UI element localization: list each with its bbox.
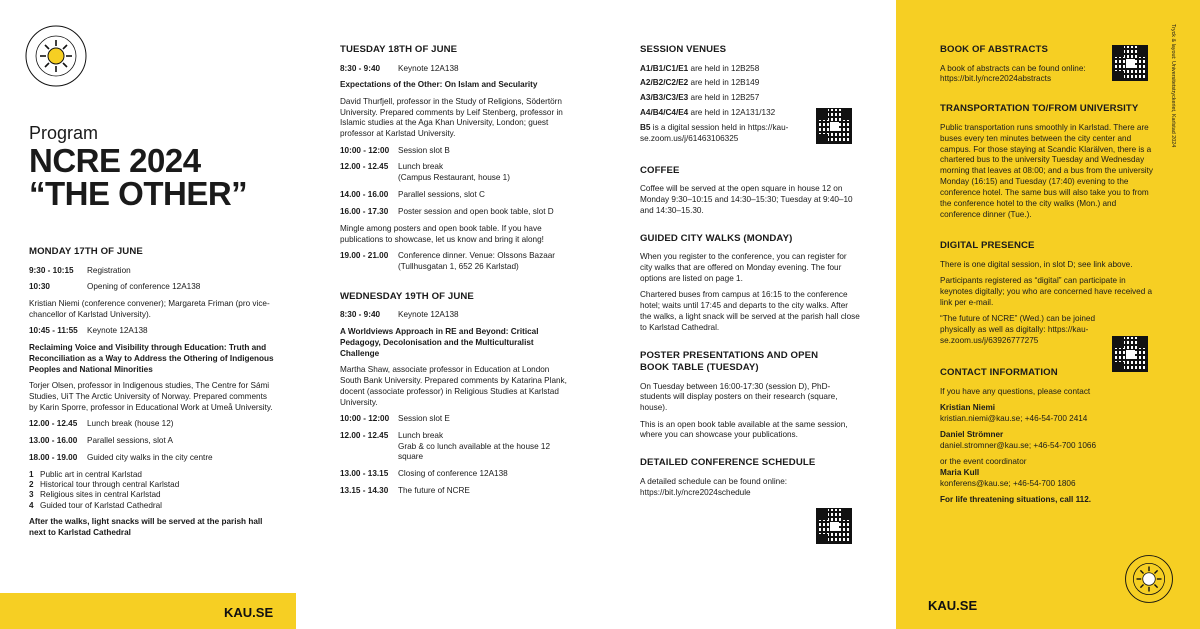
contact-name: Kristian Niemi (940, 402, 996, 412)
yellow-panel-content (940, 44, 1155, 506)
schedule-text: A detailed schedule can be found online: https://bit.ly/ncre2024schedule (640, 476, 788, 497)
monday-schedule (29, 246, 274, 538)
column-info (640, 44, 860, 499)
contact-info[interactable]: kristian.niemi@kau.se; +46-54-700 2414 (940, 413, 1088, 423)
schedule-row: 10:00 - 12:00 Session slot B (340, 145, 450, 155)
schedule-row: 16.00 - 17.30 Poster session and open book table, slot D (340, 206, 554, 216)
transport-text: Public transportation runs smoothly in Karlstad. There are buses every ten minutes between the city center and campus. For those staying at Scandic Klarälven, there is a chartered bus to the university Tuesday and Wednesday morning that leaves at 08:00; and a bus from the university Monday (16:15) and Tuesday (17:40) evening to the conference hotel. The same bus will also take you to from the conference hotel to the city walks (Mon.) and conference dinner (Tue.). (940, 122, 1153, 219)
list-item: A2/B2/C2/E2 are held in 12B149 (640, 78, 760, 88)
keynote-title: A Worldviews Approach in RE and Beyond: Critical Pedagogy, Decolonisation and the Multiculturalist Challenge (340, 327, 539, 358)
walks-text-1: When you register to the conference, you can register for city walks that are offered on Monday evening. The four options are listed on page 1. (640, 252, 847, 284)
contact-info[interactable]: daniel.stromner@kau.se; +46-54-700 1066 (940, 440, 1097, 450)
contact-name: Maria Kull (940, 468, 980, 477)
list-item: 1 Public art in central Karlstad (29, 469, 142, 479)
contact-intro: If you have any questions, please contact (940, 386, 1091, 396)
list-item: 3 Religious sites in central Karlstad (29, 490, 161, 500)
opening-speakers: Kristian Niemi (conference convener); Margareta Friman (pro vice-chancellor of Karlstad University). (29, 299, 270, 320)
schedule-row: 12.00 - 12.45 Lunch break Grab & co lunch available at the house 12 square (340, 430, 551, 462)
column-monday (0, 0, 296, 629)
tuesday-heading: TUESDAY 18TH OF JUNE (340, 44, 458, 55)
footer-url[interactable]: KAU.SE (928, 598, 978, 613)
digital-text-3: “The future of NCRE” (Wed.) can be joined physically as well as digitally: https://kau-se.zoom.us/j/63926777275 (940, 314, 1096, 346)
schedule-row: 14.00 - 16.00 Parallel sessions, slot C (340, 190, 485, 200)
schedule-heading: DETAILED CONFERENCE SCHEDULE (640, 457, 816, 469)
schedule-row: 8:30 - 9:40 Keynote 12A138 (340, 63, 459, 73)
qr-code-icon[interactable] (1112, 45, 1148, 81)
schedule-row: 8:30 - 9:40 Keynote 12A138 (340, 310, 459, 320)
transport-heading: TRANSPORTATION TO/FROM UNIVERSITY (940, 103, 1139, 115)
schedule-row: 12.00 - 12.45 Lunch break (house 12) (29, 419, 174, 429)
after-walks-note: After the walks, light snacks will be served at the parish hall next to Karlstad Cathedral (29, 516, 263, 537)
wednesday-heading: WEDNESDAY 19TH OF JUNE (340, 290, 474, 302)
conference-theme: “THE OTHER” (29, 175, 248, 213)
column-yellow-panel (896, 0, 1200, 629)
walks-text-2: Chartered buses from campus at 16:15 to the conference hotel; waits until 17:45 and departs to the city walks. After the walks, a light snack will be served at the parish hall close to Karlstad Cathedral. (640, 290, 860, 332)
schedule-row: 10:00 - 12:00 Session slot E (340, 413, 450, 423)
keynote-speakers: David Thurfjell, professor in the Study of Religions, Södertörn University. Prepared comments by Leif Stenberg, professor in Islamic studies at the Aga Khan University, London; guest professor at Karlstad University. (340, 96, 563, 139)
list-item: A1/B1/C1/E1 are held in 12B258 (640, 63, 760, 73)
footer-band (0, 593, 296, 629)
city-walks-list (29, 470, 274, 511)
coordinator-label: or the event coordinator (940, 457, 1027, 467)
qr-code-icon[interactable] (816, 508, 852, 544)
list-item: A4/B4/C4/E4 are held in 12A131/132 (640, 108, 776, 118)
emergency-note: For life threatening situations, call 112. (940, 495, 1092, 505)
contact-name: Daniel Strömner (940, 430, 1004, 440)
column-tue-wed (340, 44, 570, 503)
side-credit: Tryck & layout: Universitetstryckeriet, Karlstad 2024 (1170, 24, 1176, 148)
karlstad-university-logo (24, 24, 88, 88)
poster-heading: POSTER PRESENTATIONS AND OPEN BOOK TABLE (TUESDAY) (640, 349, 819, 374)
schedule-row: 13.15 - 14.30 The future of NCRE (340, 486, 470, 495)
digital-text-2: Participants registered as “digital” can participate in keynotes digitally; you who are concerned have received a link per e-mail. (940, 276, 1153, 308)
qr-code-icon[interactable] (816, 108, 852, 144)
schedule-row: 18.00 - 19.00 Guided city walks in the city centre (29, 452, 213, 462)
schedule-row: 19.00 - 21.00 Conference dinner. Venue: Olssons Bazaar (Tullhusgatan 1, 652 26 Karlstad) (340, 250, 556, 271)
keynote-speakers: Martha Shaw, associate professor in Education at London South Bank University. Prepared comments by Katarina Plank, docent (associate professor) in Religious Studies at Karlstad University. (340, 365, 567, 407)
poster-text-1: On Tuesday between 16:00-17:30 (session D), PhD-students will display posters on their research (square, house). (640, 381, 838, 413)
keynote-title: Reclaiming Voice and Visibility through Education: Truth and Reconciliation as a Way to Address the Othering of Indigenous Peoples and National Minorities (29, 343, 274, 374)
mingle-note: Mingle among posters and open book table. If you have publications to showcase, let us know and bring it along! (340, 223, 544, 244)
venues-heading: SESSION VENUES (640, 44, 727, 55)
contact-info[interactable]: konferens@kau.se; +46-54-700 1806 (940, 478, 1076, 488)
schedule-row: 12.00 - 12.45 Lunch break (Campus Restaurant, house 1) (340, 162, 510, 183)
schedule-row: 13.00 - 13.15 Closing of conference 12A138 (340, 469, 508, 479)
abstracts-text: A book of abstracts can be found online: https://bit.ly/ncre2024abstracts (940, 63, 1086, 84)
program-label: Program (29, 123, 99, 143)
monday-heading: MONDAY 17TH OF JUNE (29, 246, 143, 257)
schedule-row: 13.00 - 16.00 Parallel sessions, slot A (29, 436, 174, 446)
footer-url[interactable]: KAU.SE (224, 605, 274, 620)
list-item: 2 Historical tour through central Karlstad (29, 480, 180, 489)
conference-title: NCRE 2024 (29, 141, 201, 179)
coffee-text: Coffee will be served at the open square in house 12 on Monday 9:30–10:15 and 14:30–15:30; Tuesday at 9:40–10 and 14:30–15.30. (640, 184, 853, 215)
schedule-row: 10:45 - 11:55 Keynote 12A138 (29, 326, 148, 336)
walks-heading: GUIDED CITY WALKS (MONDAY) (640, 232, 793, 244)
karlstad-university-logo (1124, 554, 1174, 604)
list-item: 4 Guided tour of Karlstad Cathedral (29, 500, 162, 510)
keynote-title: Expectations of the Other: On Islam and Secularity (340, 80, 538, 90)
list-item: A3/B3/C3/E3 are held in 12B257 (640, 93, 760, 103)
schedule-row: 10:30 Opening of conference 12A138 (29, 282, 201, 292)
list-item: B5 is a digital session held in https://kau-se.zoom.us/j/61463106325 (640, 122, 789, 143)
qr-code-icon[interactable] (1112, 336, 1148, 372)
schedule-row: 9:30 - 10:15 Registration (29, 265, 131, 275)
digital-heading: DIGITAL PRESENCE (940, 240, 1035, 252)
coffee-heading: COFFEE (640, 164, 680, 176)
digital-text-1: There is one digital session, in slot D; see link above. (940, 260, 1133, 270)
contact-heading: CONTACT INFORMATION (940, 366, 1058, 378)
poster-text-2: This is an open book table available at the same session, where you can showcase your publications. (640, 419, 848, 440)
keynote-speakers: Torjer Olsen, professor in Indigenous studies, The Centre for Sámi Studies, UiT The Arctic University of Norway. Prepared comments by Karin Sporre, professor in Educational Work at Umeå University. (29, 381, 273, 412)
abstracts-heading: BOOK OF ABSTRACTS (940, 44, 1048, 55)
